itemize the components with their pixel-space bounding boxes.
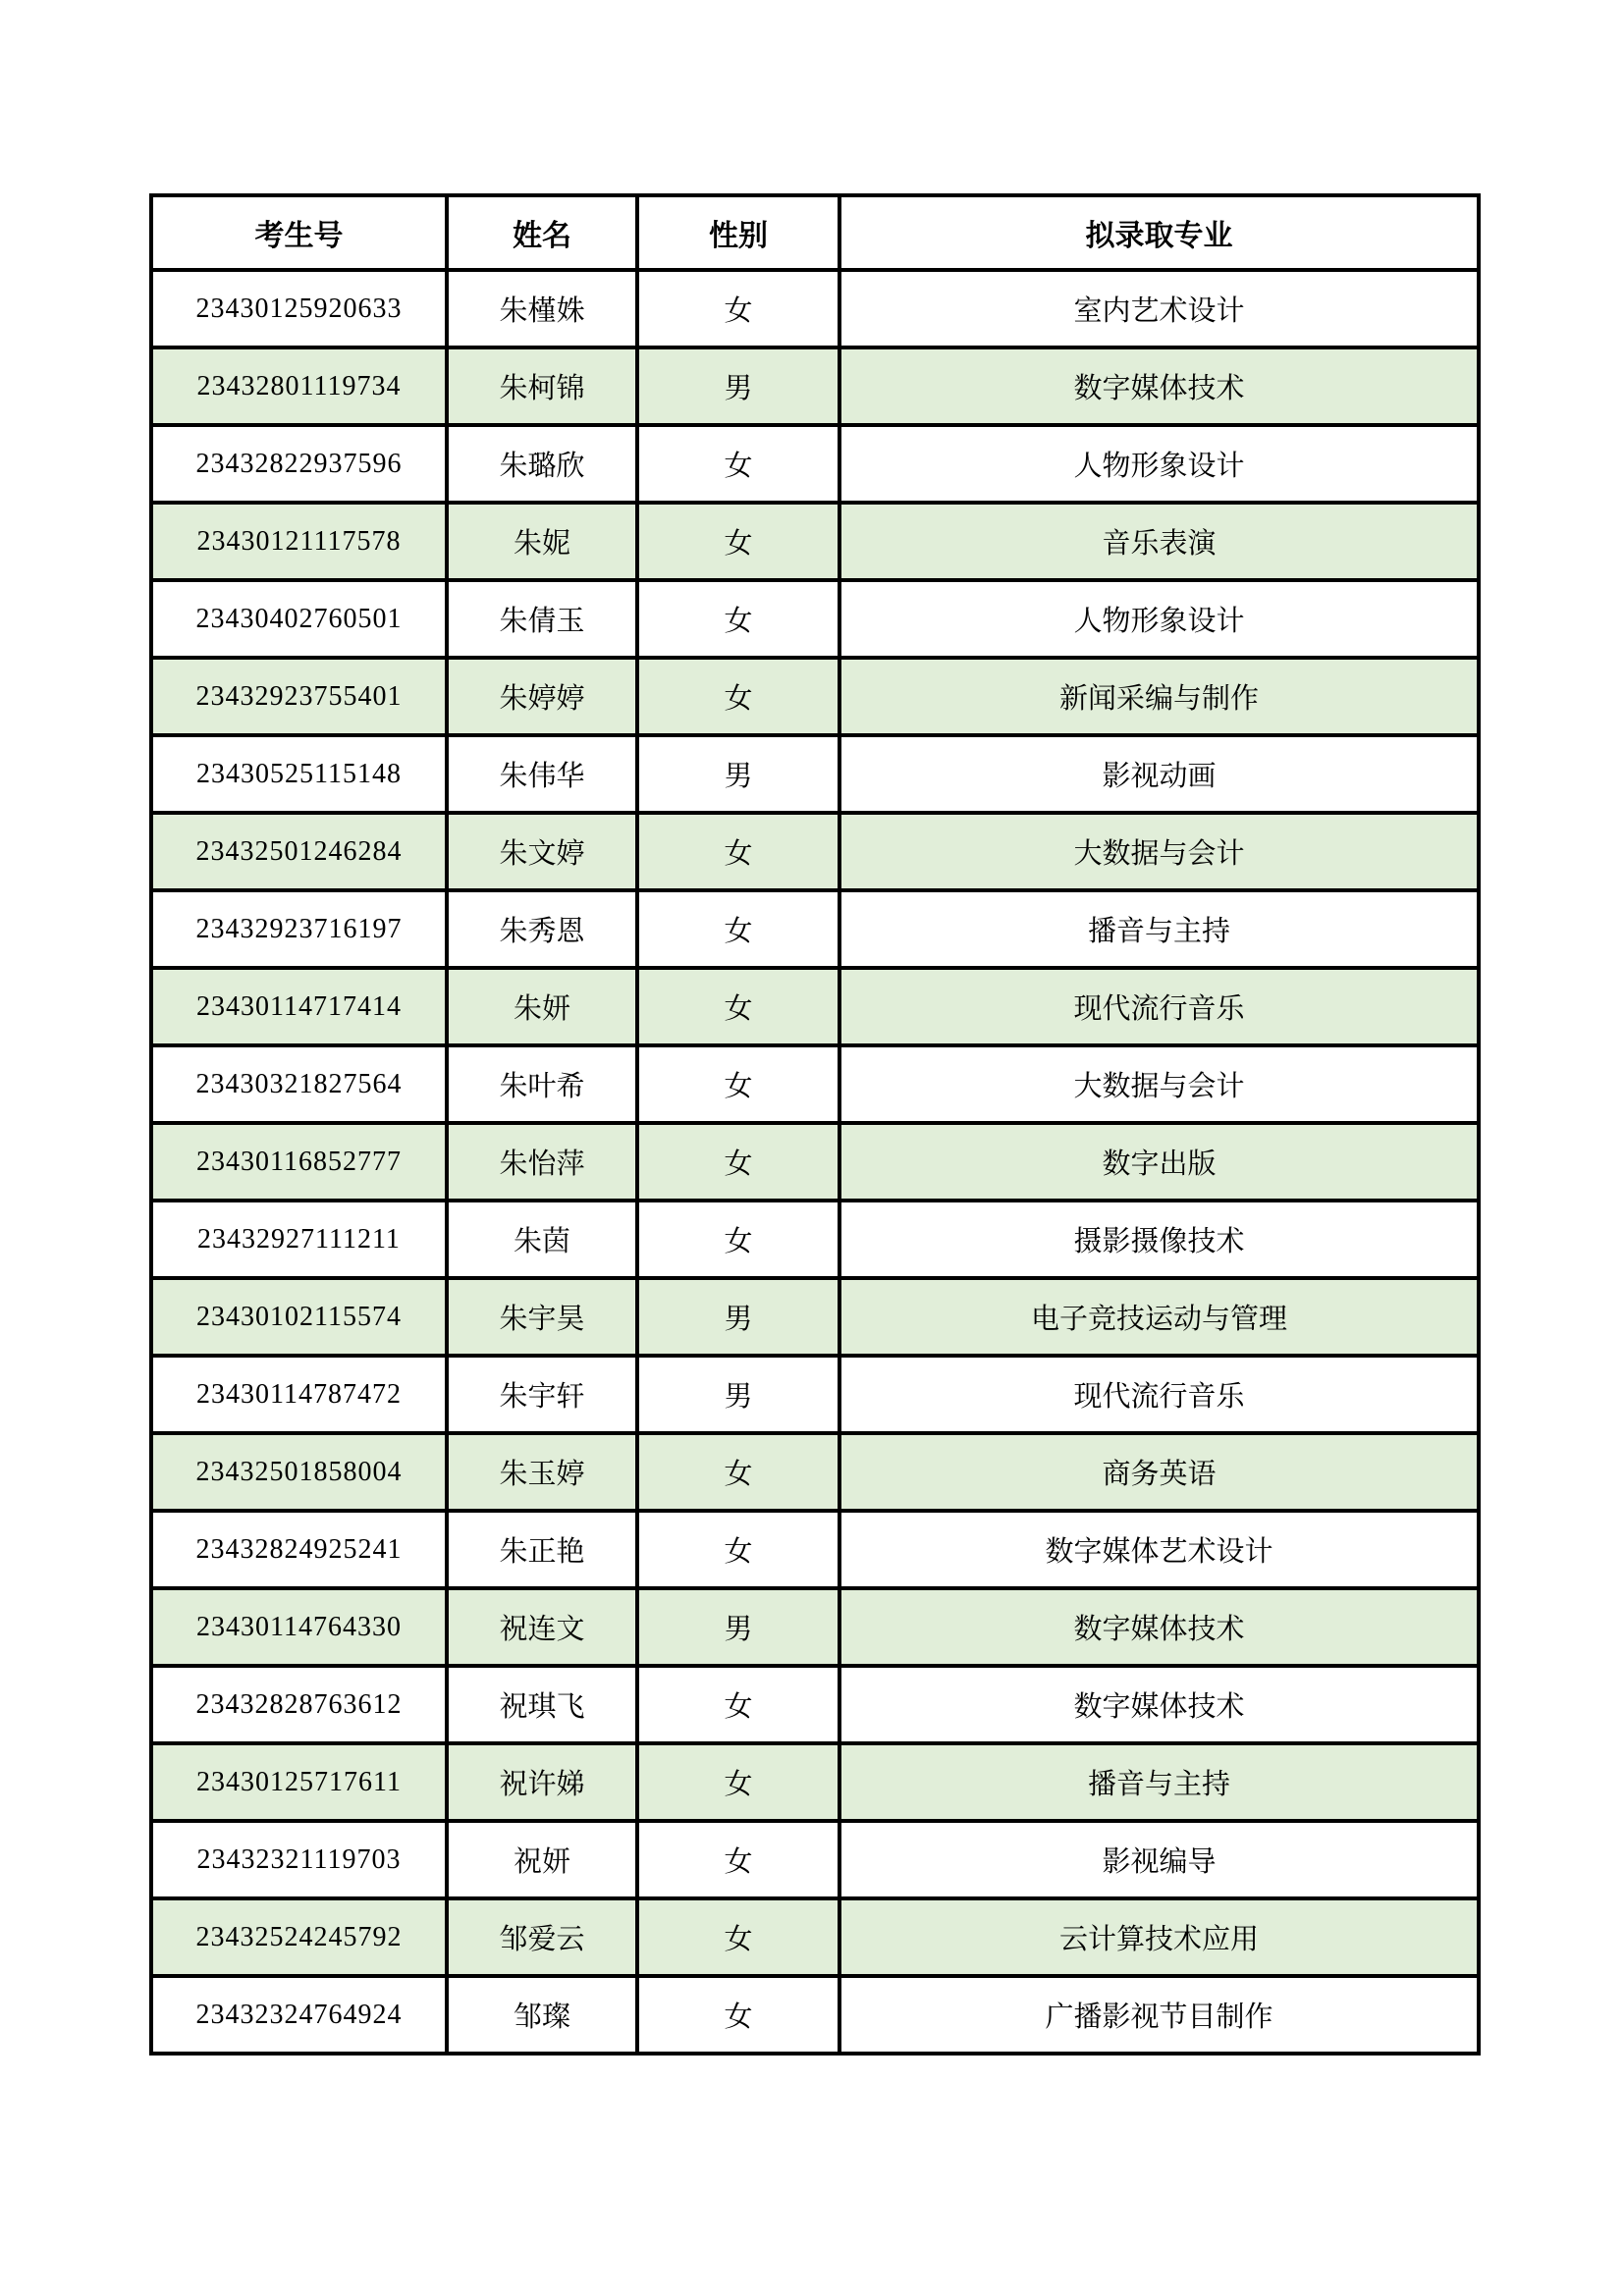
cell-major: 广播影视节目制作 <box>839 1976 1479 2054</box>
cell-major: 数字出版 <box>839 1123 1479 1201</box>
table-row <box>151 425 1479 503</box>
cell-name: 邹璨 <box>447 1976 637 2054</box>
cell-gender: 女 <box>637 1976 839 2054</box>
col-header-major: 拟录取专业 <box>839 195 1479 270</box>
cell-major: 数字媒体技术 <box>839 1666 1479 1743</box>
cell-name: 朱婷婷 <box>447 658 637 735</box>
cell-gender: 女 <box>637 1743 839 1821</box>
table-row <box>151 1123 1479 1201</box>
cell-major: 现代流行音乐 <box>839 968 1479 1045</box>
table-row <box>151 1743 1479 1821</box>
cell-major: 摄影摄像技术 <box>839 1201 1479 1278</box>
cell-exam-number: 23432923755401 <box>151 658 447 735</box>
table-row <box>151 1588 1479 1666</box>
cell-gender: 女 <box>637 1123 839 1201</box>
cell-major: 人物形象设计 <box>839 580 1479 658</box>
cell-exam-number: 23432524245792 <box>151 1898 447 1976</box>
cell-gender: 女 <box>637 270 839 347</box>
cell-major: 新闻采编与制作 <box>839 658 1479 735</box>
cell-name: 邹爱云 <box>447 1898 637 1976</box>
cell-exam-number: 23430114764330 <box>151 1588 447 1666</box>
cell-exam-number: 23432321119703 <box>151 1821 447 1898</box>
cell-exam-number: 23432927111211 <box>151 1201 447 1278</box>
cell-name: 朱伟华 <box>447 735 637 813</box>
cell-exam-number: 23432824925241 <box>151 1511 447 1588</box>
col-header-exam-number: 考生号 <box>151 195 447 270</box>
cell-exam-number: 23430114787472 <box>151 1356 447 1433</box>
table-body <box>151 270 1479 2054</box>
cell-name: 祝妍 <box>447 1821 637 1898</box>
cell-gender: 女 <box>637 658 839 735</box>
cell-gender: 女 <box>637 1666 839 1743</box>
cell-name: 朱叶希 <box>447 1045 637 1123</box>
cell-exam-number: 23432801119734 <box>151 347 447 425</box>
cell-gender: 女 <box>637 425 839 503</box>
cell-exam-number: 23430525115148 <box>151 735 447 813</box>
table-row <box>151 503 1479 580</box>
cell-exam-number: 23432923716197 <box>151 890 447 968</box>
cell-name: 朱正艳 <box>447 1511 637 1588</box>
cell-exam-number: 23430125717611 <box>151 1743 447 1821</box>
cell-name: 朱秀恩 <box>447 890 637 968</box>
cell-exam-number: 23432501246284 <box>151 813 447 890</box>
col-header-name: 姓名 <box>447 195 637 270</box>
cell-gender: 女 <box>637 968 839 1045</box>
cell-name: 朱玉婷 <box>447 1433 637 1511</box>
cell-exam-number: 23430121117578 <box>151 503 447 580</box>
admission-table <box>149 193 1481 2056</box>
cell-exam-number: 23432324764924 <box>151 1976 447 2054</box>
cell-exam-number: 23430402760501 <box>151 580 447 658</box>
cell-gender: 女 <box>637 1511 839 1588</box>
cell-gender: 女 <box>637 1898 839 1976</box>
table-row <box>151 1821 1479 1898</box>
cell-major: 现代流行音乐 <box>839 1356 1479 1433</box>
cell-major: 影视编导 <box>839 1821 1479 1898</box>
cell-name: 朱怡萍 <box>447 1123 637 1201</box>
cell-exam-number: 23432828763612 <box>151 1666 447 1743</box>
cell-gender: 女 <box>637 503 839 580</box>
cell-major: 影视动画 <box>839 735 1479 813</box>
cell-name: 祝许娣 <box>447 1743 637 1821</box>
cell-gender: 男 <box>637 347 839 425</box>
cell-exam-number: 23430321827564 <box>151 1045 447 1123</box>
cell-name: 朱文婷 <box>447 813 637 890</box>
table-row <box>151 1511 1479 1588</box>
table-row <box>151 1278 1479 1356</box>
cell-major: 数字媒体技术 <box>839 1588 1479 1666</box>
cell-gender: 女 <box>637 1045 839 1123</box>
table-row <box>151 580 1479 658</box>
cell-name: 朱槿姝 <box>447 270 637 347</box>
cell-gender: 女 <box>637 813 839 890</box>
cell-exam-number: 23430114717414 <box>151 968 447 1045</box>
table-row <box>151 347 1479 425</box>
cell-gender: 男 <box>637 1588 839 1666</box>
cell-name: 朱倩玉 <box>447 580 637 658</box>
table-row <box>151 1356 1479 1433</box>
cell-exam-number: 23432822937596 <box>151 425 447 503</box>
cell-name: 朱妍 <box>447 968 637 1045</box>
cell-name: 朱柯锦 <box>447 347 637 425</box>
table-row <box>151 1201 1479 1278</box>
cell-exam-number: 23432501858004 <box>151 1433 447 1511</box>
cell-gender: 男 <box>637 1356 839 1433</box>
cell-major: 大数据与会计 <box>839 1045 1479 1123</box>
cell-gender: 女 <box>637 1821 839 1898</box>
cell-exam-number: 23430102115574 <box>151 1278 447 1356</box>
cell-major: 数字媒体艺术设计 <box>839 1511 1479 1588</box>
cell-major: 音乐表演 <box>839 503 1479 580</box>
cell-major: 电子竞技运动与管理 <box>839 1278 1479 1356</box>
cell-major: 数字媒体技术 <box>839 347 1479 425</box>
table-row <box>151 813 1479 890</box>
col-header-gender: 性别 <box>637 195 839 270</box>
cell-name: 朱宇轩 <box>447 1356 637 1433</box>
table-row <box>151 735 1479 813</box>
cell-name: 祝琪飞 <box>447 1666 637 1743</box>
table-row <box>151 1666 1479 1743</box>
cell-major: 播音与主持 <box>839 1743 1479 1821</box>
table-row <box>151 890 1479 968</box>
table-row <box>151 968 1479 1045</box>
table-row <box>151 270 1479 347</box>
cell-gender: 女 <box>637 580 839 658</box>
cell-name: 朱茵 <box>447 1201 637 1278</box>
table-row <box>151 1976 1479 2054</box>
header-row <box>151 195 1479 270</box>
cell-exam-number: 23430116852777 <box>151 1123 447 1201</box>
cell-major: 室内艺术设计 <box>839 270 1479 347</box>
cell-major: 大数据与会计 <box>839 813 1479 890</box>
cell-gender: 男 <box>637 1278 839 1356</box>
cell-gender: 女 <box>637 1433 839 1511</box>
cell-name: 朱妮 <box>447 503 637 580</box>
table-row <box>151 1433 1479 1511</box>
cell-major: 商务英语 <box>839 1433 1479 1511</box>
cell-major: 播音与主持 <box>839 890 1479 968</box>
cell-name: 朱宇昊 <box>447 1278 637 1356</box>
cell-gender: 女 <box>637 1201 839 1278</box>
cell-exam-number: 23430125920633 <box>151 270 447 347</box>
cell-major: 人物形象设计 <box>839 425 1479 503</box>
table-row <box>151 1045 1479 1123</box>
cell-gender: 女 <box>637 890 839 968</box>
cell-name: 朱璐欣 <box>447 425 637 503</box>
table-row <box>151 1898 1479 1976</box>
cell-name: 祝连文 <box>447 1588 637 1666</box>
cell-major: 云计算技术应用 <box>839 1898 1479 1976</box>
table-row <box>151 658 1479 735</box>
cell-gender: 男 <box>637 735 839 813</box>
